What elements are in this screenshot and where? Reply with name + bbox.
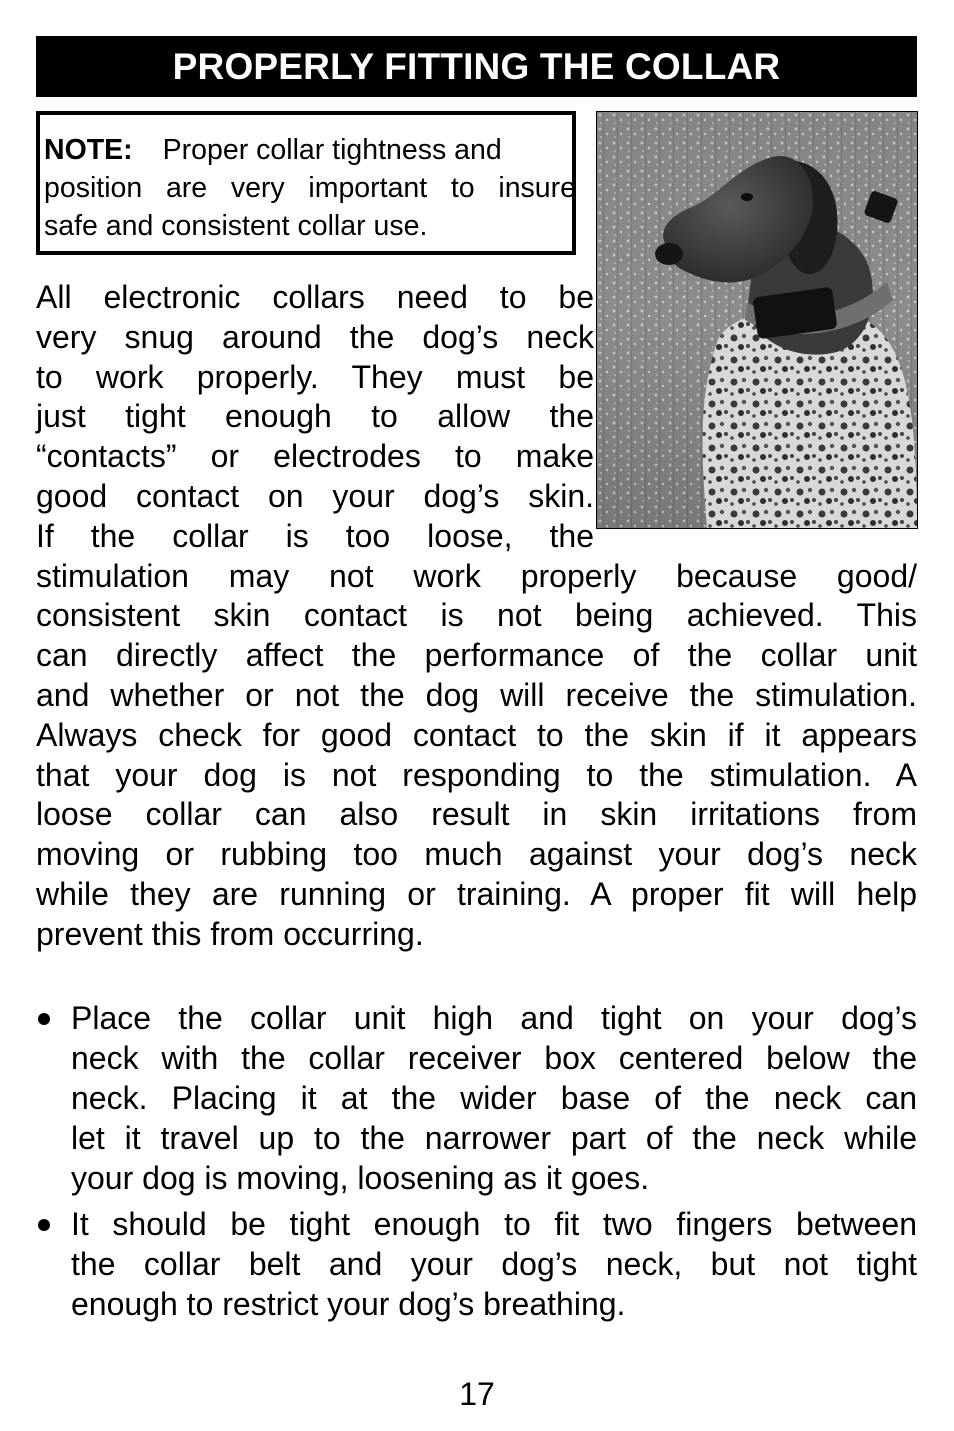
paragraph-line: that your dog is not responding to the stimulation. A — [36, 756, 917, 793]
paragraph-line: moving or rubbing too much against your dog’s neck — [36, 836, 917, 873]
bullet-line: It should be tight enough to fit two fingers between — [71, 1206, 917, 1242]
paragraph-line: good contact on your dog’s skin. — [36, 477, 594, 514]
paragraph-line: If the collar is too loose, the — [36, 517, 594, 554]
note-line: safe and consistent collar use. — [44, 210, 428, 242]
note-box — [36, 111, 576, 255]
paragraph-line: very snug around the dog’s neck — [36, 318, 594, 355]
list-item — [36, 998, 917, 1198]
bullet-line: your dog is moving, loosening as it goes. — [71, 1160, 650, 1196]
bullet-line: enough to restrict your dog’s breathing. — [71, 1286, 626, 1322]
paragraph-line: and whether or not the dog will receive the stimulation. — [36, 676, 917, 713]
paragraph-line: just tight enough to allow the — [36, 398, 594, 435]
section-title: PROPERLY FITTING THE COLLAR — [36, 36, 917, 97]
page-number: 17 — [459, 1376, 495, 1412]
paragraph-line: loose collar can also result in skin irritations from — [36, 796, 917, 833]
bullet-line: neck with the collar receiver box centered below the — [71, 1040, 917, 1076]
bullet-line: neck. Placing it at the wider base of the neck can — [71, 1080, 917, 1116]
main-paragraph — [36, 278, 917, 955]
bullet-list — [36, 998, 917, 1330]
paragraph-line: can directly affect the performance of the collar unit — [36, 637, 917, 674]
paragraph-line: while they are running or training. A proper fit will help — [36, 875, 917, 912]
paragraph-line: All electronic collars need to be — [36, 279, 594, 315]
note-label: NOTE: — [44, 134, 133, 166]
bullet-line: Place the collar unit high and tight on your dog’s — [71, 1000, 917, 1036]
paragraph-line: prevent this from occurring. — [36, 915, 424, 952]
bullet-line: the collar belt and your dog’s neck, but not tight — [71, 1246, 917, 1282]
paragraph-line: to work properly. They must be — [36, 358, 594, 395]
note-line: NOTE: Proper collar tightness and — [44, 134, 502, 166]
bullet-line: let it travel up to the narrower part of the neck while — [71, 1120, 917, 1156]
paragraph-line: “contacts” or electrodes to make — [36, 438, 594, 475]
note-text — [44, 131, 576, 245]
paragraph-line: stimulation may not work properly because good/ — [36, 557, 917, 594]
note-line: position are very important to insure — [44, 172, 576, 204]
list-item — [36, 1204, 917, 1324]
bullet-icon — [38, 1013, 50, 1025]
bullet-icon — [38, 1219, 50, 1231]
paragraph-line: consistent skin contact is not being achieved. This — [36, 597, 917, 634]
paragraph-line: Always check for good contact to the skin if it appears — [36, 716, 917, 753]
